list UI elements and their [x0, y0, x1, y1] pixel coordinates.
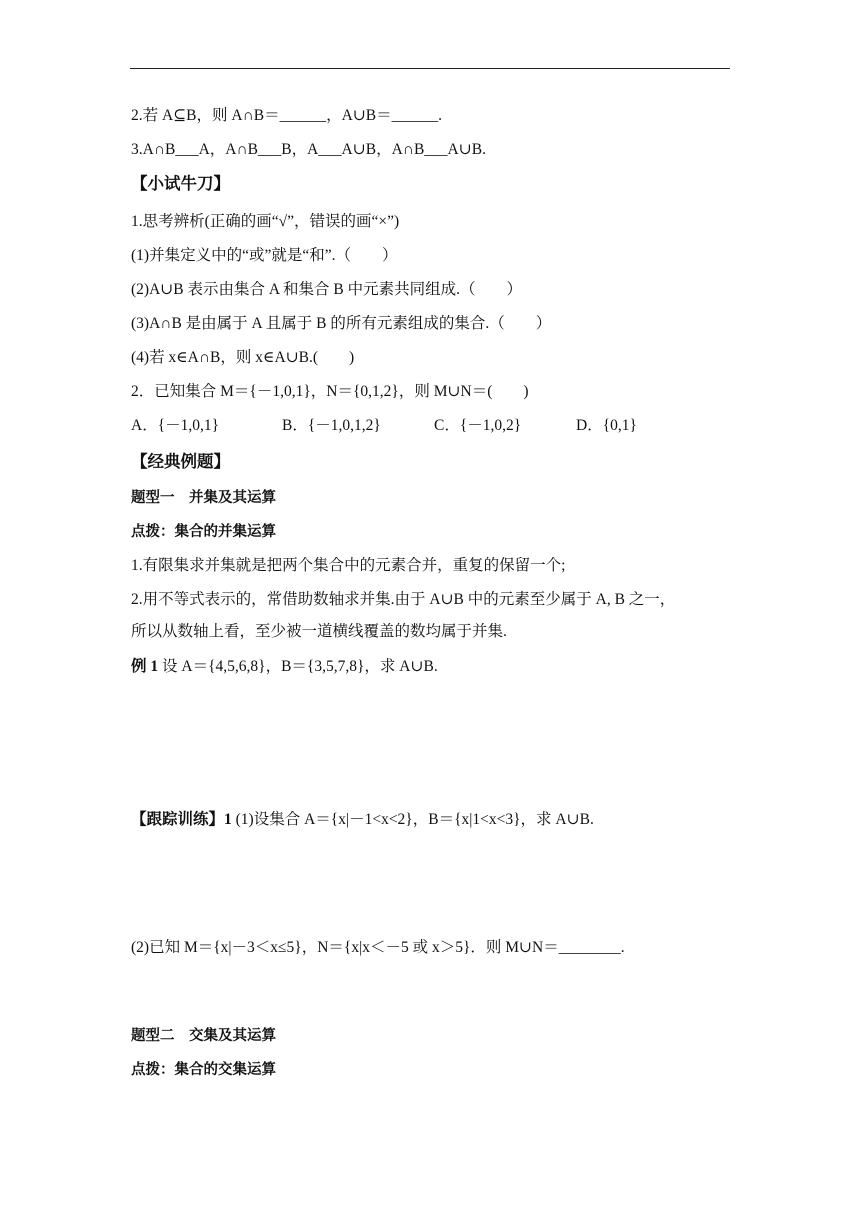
- q2-option-a: A．{－1,0,1}: [131, 417, 220, 434]
- type1-tip-title: 点拨：集合的并集运算: [131, 524, 276, 540]
- subset-question: 2.若 A⊆B，则 A∩B＝______，A∪B＝______.: [131, 107, 443, 124]
- practice-label: 【跟踪训练】1: [131, 811, 232, 828]
- q2-question: 2．已知集合 M＝{－1,0,1}，N＝{0,1,2}，则 M∪N＝( ): [131, 383, 529, 400]
- type2-title: 题型二 交集及其运算: [131, 1028, 276, 1044]
- q1-item: (2)A∪B 表示由集合 A 和集合 B 中元素共同组成.（ ）: [131, 281, 523, 298]
- q1-item: (1)并集定义中的“或”就是“和”.（ ）: [131, 247, 398, 264]
- example-1-label: 例 1: [131, 658, 159, 675]
- section-heading-examples: 【经典例题】: [131, 452, 230, 471]
- practice-1-text: (1)设集合 A＝{x|－1<x<2}，B＝{x|1<x<3}，求 A∪B.: [231, 811, 594, 828]
- q1-item: (4)若 x∈A∩B，则 x∈A∪B.( ): [131, 349, 355, 366]
- q2-option-d: D．{0,1}: [576, 417, 637, 434]
- example-1: [131, 657, 438, 677]
- q1-item: (3)A∩B 是由属于 A 且属于 B 的所有元素组成的集合.（ ）: [131, 315, 552, 332]
- type1-title: 题型一 并集及其运算: [131, 490, 276, 506]
- section-heading-trial: 【小试牛刀】: [131, 174, 230, 193]
- q2-option-c: C．{－1,0,2}: [434, 417, 522, 434]
- type1-tip: 2.用不等式表示的，常借助数轴求并集.由于 A∪B 中的元素至少属于 A, B 之一，: [131, 591, 676, 608]
- example-1-text: 设 A＝{4,5,6,8}，B＝{3,5,7,8}，求 A∪B.: [158, 658, 438, 675]
- practice-2: (2)已知 M＝{x|－3＜x≤5}，N＝{x|x＜－5 或 x＞5}．则 M∪N＝________.: [131, 939, 625, 956]
- type1-tip: 1.有限集求并集就是把两个集合中的元素合并，重复的保留一个;: [131, 557, 566, 574]
- q2-option-b: B．{－1,0,1,2}: [282, 417, 381, 434]
- header-rule: [130, 68, 730, 69]
- type2-tip-title: 点拨：集合的交集运算: [131, 1062, 276, 1078]
- practice-1: [131, 810, 594, 830]
- type1-tip: 所以从数轴上看，至少被一道横线覆盖的数均属于并集.: [131, 623, 507, 640]
- relation-question: 3.A∩B___A，A∩B___B，A___A∪B，A∩B___A∪B.: [131, 141, 486, 158]
- q1-intro: 1.思考辨析(正确的画“√”，错误的画“×”): [131, 213, 400, 230]
